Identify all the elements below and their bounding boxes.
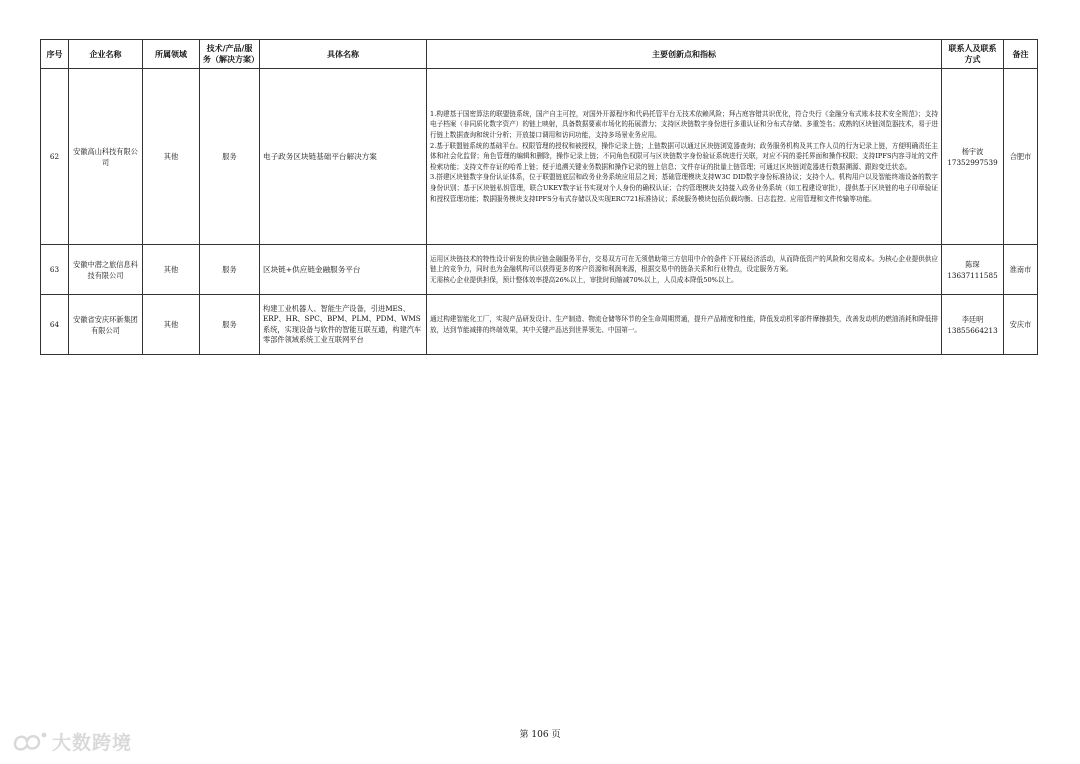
row-company: 安徽高山科技有限公司	[69, 69, 143, 245]
row-seq: 62	[41, 69, 69, 245]
row-field: 其他	[143, 69, 200, 245]
row-contact: 陈琛 13637111585	[942, 245, 1004, 295]
row-contact: 李廷明 13855664213	[942, 295, 1004, 355]
page-number: 第 106 页	[519, 730, 561, 740]
row-specific-name: 构建工业机器人、智能生产设备，引进MES、ERP、HR、SPC、BPM、PLM、PDM、WMS系统，实现设备与软件的智能互联互通，构建汽车零部件领域系统工业互联网平台	[260, 295, 427, 355]
row-company: 安徽省安庆环新集团有限公司	[69, 295, 143, 355]
header-innovation: 主要创新点和指标	[427, 40, 942, 69]
watermark	[12, 728, 132, 755]
header-field: 所属领域	[143, 40, 200, 69]
row-specific-name: 电子政务区块链基础平台解决方案	[260, 69, 427, 245]
table-row	[41, 295, 1038, 355]
row-seq: 63	[41, 245, 69, 295]
row-innovation: 运用区块链技术的特性设计研发的供应链金融服务平台，交易双方可在无须借助第三方信用中介的条件下开展经济活动，从而降低资产的风险和交易成本。为核心企业提供供应链上的竞争力，同时也为金融机构可以获得更多的客户资源和利润来源，根据交易中的链条关系和行业特点，设定服务方案。 无需核心企业提供担保，预计整体效率提高26%以上，审批时间缩减70%以上，人员成本降低50%以上。	[427, 245, 942, 295]
row-innovation: 通过构建智能化工厂，实现产品研发设计、生产制造、物流仓储等环节的全生命周期贯通，提升产品精度和性能，降低发动机零部件摩擦损失，改善发动机的燃油消耗和降低排放，达到节能减排的终端效果，其中关键产品达到世界领先、中国第一。	[427, 295, 942, 355]
header-company: 企业名称	[69, 40, 143, 69]
row-tech-type: 服务	[200, 245, 260, 295]
row-field: 其他	[143, 245, 200, 295]
row-company: 安徽中潜之旅信息科技有限公司	[69, 245, 143, 295]
table-row	[41, 245, 1038, 295]
row-specific-name: 区块链+供应链金融服务平台	[260, 245, 427, 295]
watermark-text: 大数跨境	[52, 732, 133, 754]
company-table	[40, 39, 1038, 355]
row-tech-type: 服务	[200, 295, 260, 355]
header-row	[41, 40, 1038, 69]
row-contact: 杨宇波 17352997539	[942, 69, 1004, 245]
row-remark: 合肥市	[1004, 69, 1038, 245]
header-specific-name: 具体名称	[260, 40, 427, 69]
row-innovation: 1.构建基于国密算法的联盟链系统，国产自主可控，对国外开源程序和代码托管平台无技术依赖风险；拜占庭容错共识优化，符合央行《金融分布式账本技术安全规范》；支持电子档案（非同质化数字资产）的链上映射，具备数据要素市场化的拓展潜力；支持区块链数字身份进行多重认证和分布式存储、多重签名；成熟的区块链浏览器技术，易于进行链上数据查询和统计分析；开放接口调用和访问功能，支持多场景业务应用。 2.基于联盟链系统的基础平台。权限管理的授权和被授权，操作记录上链；上链数据可以通过区块链浏览器查询；政务服务机构及其工作人员的行为记录上链，方便明确责任主体和社会化监督；角色管理的编辑和删除，操作记录上链；不同角色权限可与区块链数字身份验证系统进行关联，对应不同的委托界面和操作权限；支持IPFS内容寻址的文件检索功能；支持文件存证的哈希上链；便于追溯关键业务数据和操作记录的链上信息；文件存证的批量上链管理；可通过区块链浏览器进行数据溯源、跟踪变迁状态。 3.搭建区块链数字身份认证体系，位于联盟链底层和政务业务系统应用层之间；基础管理模块支持W3C DID数字身份标准协议；支持个人、机构用户以及智能终端设备的数字身份识别；基于区块链私钥管理，联合UKEY数字证书实现对个人身份的确权认证；合约管理模块支持接入政务业务系统（如工程建设审批），提供基于区块链的电子印章验证和授权管理功能；数据服务模块支持IPFS分布式存储以及实现ERC721标准协议；系统服务模块包括负载均衡、日志监控、应用管理和文件传输等功能。	[427, 69, 942, 245]
row-seq: 64	[41, 295, 69, 355]
header-remark: 备注	[1004, 40, 1038, 69]
row-field: 其他	[143, 295, 200, 355]
row-remark: 淮南市	[1004, 245, 1038, 295]
row-remark: 安庆市	[1004, 295, 1038, 355]
header-tech-type: 技术/产品/服务（解决方案）	[200, 40, 260, 69]
header-seq: 序号	[41, 40, 69, 69]
table-row	[41, 69, 1038, 245]
row-tech-type: 服务	[200, 69, 260, 245]
header-contact: 联系人及联系方式	[942, 40, 1004, 69]
logo-icon	[12, 730, 48, 754]
